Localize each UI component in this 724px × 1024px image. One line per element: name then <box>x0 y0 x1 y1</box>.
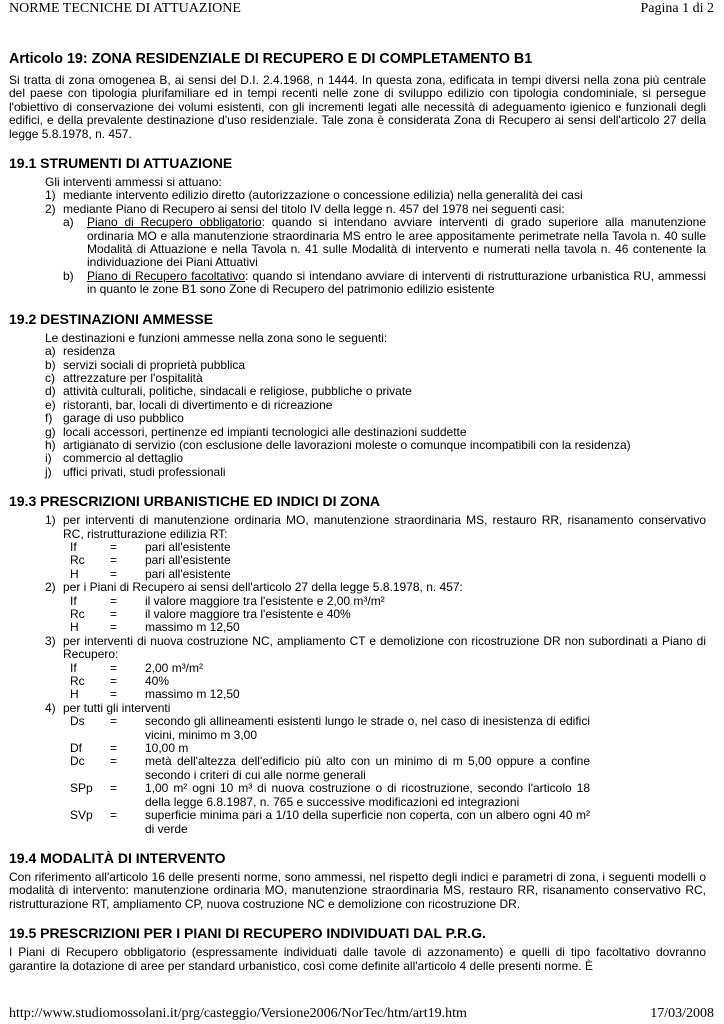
equals-sign: = <box>110 808 118 823</box>
list-item <box>45 439 706 452</box>
list-item-text: residenza <box>63 344 116 359</box>
term-label: Piano di Recupero facoltativo <box>87 268 246 283</box>
index-row <box>70 715 590 742</box>
list-item <box>45 426 706 439</box>
destinations-list <box>45 345 706 479</box>
index-value: superficie minima pari a 1/10 della superficie non coperta, con un albero ogni 40 m² di verde <box>145 808 590 836</box>
list-item <box>45 359 706 372</box>
section-lead: Gli interventi ammessi si attuano: <box>45 175 222 190</box>
section-19-3-title: 19.3 PRESCRIZIONI URBANISTICHE ED INDICI DI ZONA <box>9 493 381 510</box>
index-key: H <box>70 687 79 702</box>
term-description: : quando si intendano avviare di interventi di ristrutturazione urbanistica RU, ammessi in quanto le zone B1 sono Zone di Recupero del patrimonio edilizio esistente <box>87 268 707 297</box>
index-value: pari all'esistente <box>145 553 231 568</box>
index-row <box>70 782 590 809</box>
index-row <box>70 809 590 836</box>
index-row <box>70 742 590 755</box>
index-key: H <box>70 620 79 635</box>
list-item <box>45 372 706 385</box>
index-table <box>70 595 706 635</box>
list-item-text: attività culturali, politiche, sindacali e religiose, pubbliche o private <box>63 384 412 399</box>
index-row <box>70 568 706 581</box>
list-marker: c) <box>45 370 55 385</box>
index-row <box>70 608 706 621</box>
article-intro: Si tratta di zona omogenea B, ai sensi del D.I. 2.4.1968, n 1444. In questa zona, edificata in tempi diversi nella zona più centrale del paese con tipologia plurifamiliare ed in tempi recenti nelle zone di sviluppo edilizio con tipologia condominiale, si persegue l'obiettivo di conservazione dei volumi esistenti, con gli incrementi legati alle necessità di adeguamento igienico e funzionali degli edifici, e della prevalente destinazione d'uso residenziale. Tale zona è considerata Zona di Recupero ai sensi dell'articolo 27 della legge 5.8.1978, n. 457. <box>9 73 706 141</box>
list-marker: b) <box>45 357 56 372</box>
list-item <box>45 345 706 358</box>
index-row <box>70 688 706 701</box>
index-row <box>70 541 706 554</box>
list-item-text: mediante intervento edilizio diretto (autorizzazione o concessione edilizia) nella generalità dei casi <box>63 188 583 203</box>
index-value: 1,00 m² ogni 10 m³ di nuova costruzione o di ricostruzione, secondo l'articolo 18 della legge 6.8.1987, n. 765 e successive modificazioni ed integrazioni <box>145 781 590 809</box>
equals-sign: = <box>110 620 118 635</box>
article-title: Articolo 19: ZONA RESIDENZIALE DI RECUPERO E DI COMPLETAMENTO B1 <box>9 51 533 67</box>
page-number: Pagina 1 di 2 <box>640 1 714 16</box>
equals-sign: = <box>110 553 118 568</box>
list-item-text: commercio al dettaglio <box>63 451 184 466</box>
index-key: If <box>70 660 77 675</box>
index-key: Rc <box>70 553 85 568</box>
index-value: pari all'esistente <box>145 539 231 554</box>
page-footer <box>9 1006 714 1022</box>
index-key: H <box>70 566 79 581</box>
list-item <box>45 635 706 662</box>
list-marker: 3) <box>45 633 56 648</box>
index-row <box>70 621 706 634</box>
index-value: il valore maggiore tra l'esistente e 2,00 m³/m² <box>145 593 385 608</box>
list-item-text: per interventi di nuova costruzione NC, ampliamento CT e demolizione con ricostruzione DR non subordinati a Piano di Recupero: <box>63 633 706 662</box>
list-item-text: mediante Piano di Recupero ai sensi del titolo IV della legge n. 457 del 1978 nei seguenti casi: <box>63 201 565 216</box>
list-item <box>45 399 706 412</box>
index-value: metà dell'altezza dell'edificio più alto con un minimo di m 5,00 oppure a confine secondo i criteri di cui alle norme generali <box>145 754 590 782</box>
term-description: : quando si intendano avviare interventi di grado superiore alla manutenzione ordinaria MO e alla manutenzione straordinaria MS entro le aree appositamente perimetrate nella Tavola n. 40 sulle Modalità di Attuazione e nella Tavola n. 41 sulle Modalità di intervento e numerati nella tavola n. 46 contenente la individuazione dei Piani Attuativi <box>87 215 706 270</box>
equals-sign: = <box>110 660 118 675</box>
equals-sign: = <box>110 607 118 621</box>
list-marker: h) <box>45 437 56 452</box>
list-marker: i) <box>45 451 52 466</box>
document-body <box>9 50 706 973</box>
list-marker: d) <box>45 384 56 399</box>
section-19-4-title: 19.4 MODALITÀ DI INTERVENTO <box>9 849 226 866</box>
list-item-text: uffici privati, studi professionali <box>63 464 226 479</box>
equals-sign: = <box>110 781 118 796</box>
index-key: Df <box>70 741 82 756</box>
index-value: massimo m 12,50 <box>145 620 240 635</box>
list-item-text: per interventi di manutenzione ordinaria MO, manutenzione straordinaria MS, restauro RR, risanamento conservativo RC, ristrutturazione edilizia RT: <box>63 513 706 541</box>
index-key: SVp <box>70 808 93 823</box>
list-item-text: garage di uso pubblico <box>63 411 184 426</box>
page-header <box>9 1 714 17</box>
equals-sign: = <box>110 741 118 756</box>
list-item <box>45 514 706 541</box>
sub-list-item-text <box>87 216 706 270</box>
index-row <box>70 675 706 688</box>
index-key: Ds <box>70 714 85 729</box>
sub-list-item <box>63 270 706 297</box>
index-value: massimo m 12,50 <box>145 687 240 702</box>
equals-sign: = <box>110 674 118 689</box>
list-item <box>45 412 706 425</box>
equals-sign: = <box>110 687 118 702</box>
list-marker: 2) <box>45 580 56 595</box>
equals-sign: = <box>110 714 118 729</box>
sub-list-item-text <box>87 270 706 297</box>
index-key: If <box>70 593 77 608</box>
section-19-5-title: 19.5 PRESCRIZIONI PER I PIANI DI RECUPERO INDIVIDUATI DAL P.R.G. <box>9 925 486 942</box>
index-key: Dc <box>70 754 85 769</box>
section-19-1-title: 19.1 STRUMENTI DI ATTUAZIONE <box>9 155 233 172</box>
list-item <box>45 702 706 715</box>
index-row <box>70 595 706 608</box>
list-item <box>45 581 706 594</box>
index-value: il valore maggiore tra l'esistente e 40% <box>145 607 351 621</box>
source-url: http://www.studiomossolani.it/prg/casteggio/Versione2006/NorTec/htm/art19.htm <box>9 1006 467 1021</box>
list-item <box>45 466 706 479</box>
section-19-4-text: Con riferimento all'articolo 16 delle presenti norme, sono ammessi, nel rispetto degli indici e parametri di zona, i seguenti modelli o modalità di intervento: manutenzione ordinaria MO, manutenzione straordinaria MS, restauro RR, risanamento conservativo RC, ristrutturazione RT, ampliamento CP, nuova costruzione NC e demolizione con ricostruzione DR. <box>9 869 706 911</box>
index-value: 2,00 m³/m² <box>145 660 204 675</box>
term-label: Piano di Recupero obbligatorio <box>87 215 262 230</box>
equals-sign: = <box>110 593 118 608</box>
list-marker: 1) <box>45 513 56 528</box>
list-item <box>45 385 706 398</box>
list-marker: e) <box>45 397 56 412</box>
distance-table <box>70 715 590 836</box>
list-marker: 4) <box>45 700 56 715</box>
section-19-1 <box>45 176 706 297</box>
list-marker: 1) <box>45 188 56 203</box>
list-item-text: attrezzature per l'ospitalità <box>63 370 203 385</box>
index-key: Rc <box>70 674 85 689</box>
index-row <box>70 554 706 567</box>
equals-sign: = <box>110 566 118 581</box>
list-item-text: per i Piani di Recupero ai sensi dell'articolo 27 della legge 5.8.1978, n. 457: <box>63 580 463 595</box>
header-title: NORME TECNICHE DI ATTUAZIONE <box>9 1 241 16</box>
index-row <box>70 662 706 675</box>
list-marker: j) <box>45 464 52 479</box>
section-19-2 <box>45 332 706 479</box>
list-item <box>45 452 706 465</box>
section-19-2-title: 19.2 DESTINAZIONI AMMESSE <box>9 310 214 327</box>
index-row <box>70 755 590 782</box>
list-item <box>45 189 706 202</box>
list-item-text: ristoranti, bar, locali di divertimento e di ricreazione <box>63 397 333 412</box>
list-item <box>45 203 706 216</box>
list-marker: g) <box>45 424 56 439</box>
print-date: 17/03/2008 <box>650 1006 714 1021</box>
index-value: 40% <box>145 674 170 689</box>
index-key: SPp <box>70 781 93 796</box>
list-marker: 2) <box>45 201 56 216</box>
sub-list-marker: a) <box>63 215 74 230</box>
sub-list-marker: b) <box>63 268 74 283</box>
section-lead: Le destinazioni e funzioni ammesse nella zona sono le seguenti: <box>45 330 388 345</box>
index-table <box>70 541 706 581</box>
list-item-text: per tutti gli interventi <box>63 700 171 715</box>
index-value: 10,00 m <box>145 741 189 756</box>
equals-sign: = <box>110 539 118 554</box>
list-item-text: locali accessori, pertinenze ed impianti tecnologici alle destinazioni suddette <box>63 424 467 439</box>
sub-list-item <box>63 216 706 270</box>
list-item-text: artigianato di servizio (con esclusione delle lavorazioni moleste o comunque incompatibili con la residenza) <box>63 437 631 452</box>
index-value: secondo gli allineamenti esistenti lungo le strade o, nel caso di inesistenza di edifici vicini, minimo m 3,00 <box>145 714 590 742</box>
index-value: pari all'esistente <box>145 566 231 581</box>
list-marker: f) <box>45 411 53 426</box>
index-key: Rc <box>70 607 85 621</box>
list-item-text: servizi sociali di proprietà pubblica <box>63 357 246 372</box>
index-key: If <box>70 539 77 554</box>
list-marker: a) <box>45 344 56 359</box>
section-19-5-text: I Piani di Recupero obbligatorio (espressamente individuati dalle tavole di azzonamento) e quelli di tipo facoltativo dovranno garantire la dotazione di aree per standard urbanistico, così come definite all'articolo 4 delle presenti norme. È <box>9 945 706 973</box>
section-19-3 <box>9 514 706 836</box>
index-table <box>70 662 706 702</box>
equals-sign: = <box>110 754 118 769</box>
